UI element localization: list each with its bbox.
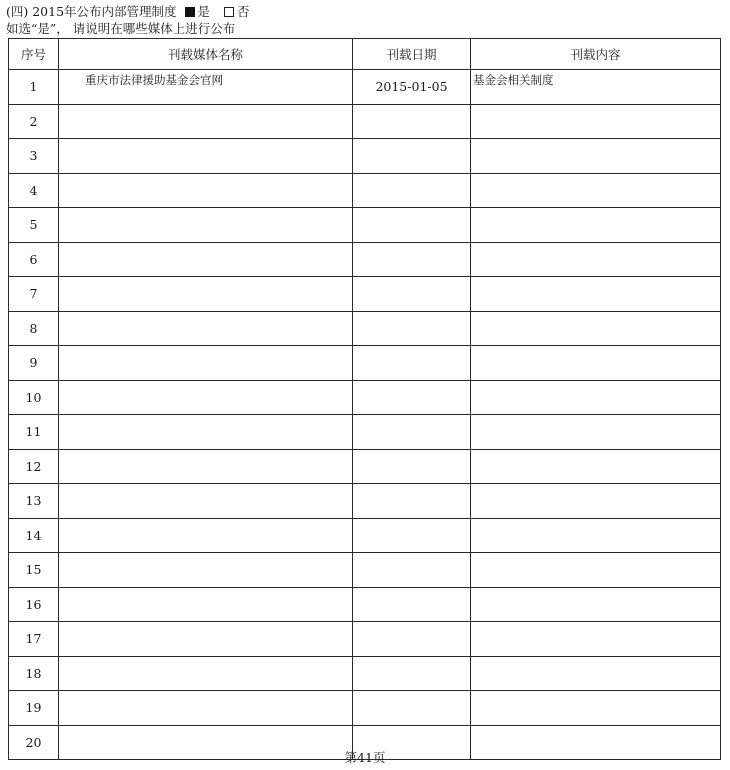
publish-date-cell — [353, 484, 471, 519]
row-number-cell: 13 — [9, 484, 59, 519]
media-name-cell — [59, 622, 353, 657]
publication-media-table — [8, 38, 721, 760]
row-number-cell: 8 — [9, 311, 59, 346]
media-name-cell — [59, 173, 353, 208]
table-row — [9, 242, 721, 277]
publish-content-cell — [471, 622, 721, 657]
row-number-cell: 16 — [9, 587, 59, 622]
media-name-cell — [59, 277, 353, 312]
column-header-media-name: 刊载媒体名称 — [59, 39, 353, 70]
media-name-cell — [59, 484, 353, 519]
row-number-cell: 20 — [9, 725, 59, 760]
row-number-cell: 17 — [9, 622, 59, 657]
publish-content-cell — [471, 380, 721, 415]
publish-content-cell — [471, 242, 721, 277]
row-number-cell: 9 — [9, 346, 59, 381]
row-number-cell: 2 — [9, 104, 59, 139]
publish-date-cell — [353, 622, 471, 657]
publish-date-cell — [353, 656, 471, 691]
media-name-cell — [59, 242, 353, 277]
table-row — [9, 208, 721, 243]
table-row — [9, 518, 721, 553]
publish-date-cell — [353, 311, 471, 346]
publish-content-cell — [471, 346, 721, 381]
row-number-cell: 5 — [9, 208, 59, 243]
table-row — [9, 346, 721, 381]
section-heading-text: (四) 2015年公布内部管理制度 — [6, 4, 177, 19]
publish-date-cell — [353, 449, 471, 484]
publish-date-cell — [353, 208, 471, 243]
row-number-cell: 7 — [9, 277, 59, 312]
table-row — [9, 553, 721, 588]
publish-date-cell — [353, 173, 471, 208]
media-name-cell — [59, 311, 353, 346]
publish-content-cell — [471, 518, 721, 553]
publish-date-cell — [353, 518, 471, 553]
row-number-cell: 1 — [9, 70, 59, 105]
table-row — [9, 622, 721, 657]
publish-date-cell — [353, 691, 471, 726]
row-number-cell: 4 — [9, 173, 59, 208]
media-name-cell — [59, 449, 353, 484]
table-row — [9, 449, 721, 484]
yes-checkbox-checked — [185, 7, 195, 17]
publish-content-cell — [471, 587, 721, 622]
publish-content-cell — [471, 449, 721, 484]
table-row — [9, 311, 721, 346]
media-name-cell — [59, 104, 353, 139]
publish-content-cell — [471, 691, 721, 726]
publish-date-cell — [353, 553, 471, 588]
row-number-cell: 10 — [9, 380, 59, 415]
media-name-cell — [59, 553, 353, 588]
table-row — [9, 139, 721, 174]
table-row — [9, 415, 721, 450]
media-name-cell — [59, 656, 353, 691]
column-header-date: 刊载日期 — [353, 39, 471, 70]
table-row — [9, 587, 721, 622]
row-number-cell: 12 — [9, 449, 59, 484]
media-name-cell — [59, 518, 353, 553]
column-header-index: 序号 — [9, 39, 59, 70]
publish-date-cell — [353, 277, 471, 312]
media-name-cell — [59, 587, 353, 622]
table-row — [9, 70, 721, 105]
no-label: 否 — [237, 4, 250, 19]
table-header-row — [9, 39, 721, 70]
media-name-cell — [59, 691, 353, 726]
page-number: 第41页 — [344, 750, 386, 765]
publish-content-cell — [471, 173, 721, 208]
media-name-cell: 重庆市法律援助基金会官网 — [59, 70, 353, 105]
publish-content-cell — [471, 104, 721, 139]
table-row — [9, 380, 721, 415]
publish-content-cell: 基金会相关制度 — [471, 70, 721, 105]
media-name-cell — [59, 139, 353, 174]
column-header-content: 刊载内容 — [471, 39, 721, 70]
publish-content-cell — [471, 553, 721, 588]
row-number-cell: 18 — [9, 656, 59, 691]
media-name-cell — [59, 208, 353, 243]
table-row — [9, 691, 721, 726]
no-checkbox-unchecked — [224, 7, 234, 17]
publish-date-cell — [353, 346, 471, 381]
table-row — [9, 104, 721, 139]
publish-content-cell — [471, 277, 721, 312]
table-row — [9, 484, 721, 519]
publish-date-cell: 2015-01-05 — [353, 70, 471, 105]
row-number-cell: 15 — [9, 553, 59, 588]
publish-content-cell — [471, 311, 721, 346]
media-name-cell — [59, 415, 353, 450]
row-number-cell: 11 — [9, 415, 59, 450]
section-heading — [6, 5, 250, 19]
publish-content-cell — [471, 208, 721, 243]
media-name-cell — [59, 380, 353, 415]
publish-date-cell — [353, 587, 471, 622]
media-name-cell — [59, 346, 353, 381]
publish-date-cell — [353, 380, 471, 415]
publish-date-cell — [353, 242, 471, 277]
publish-content-cell — [471, 656, 721, 691]
publish-date-cell — [353, 139, 471, 174]
table-row — [9, 656, 721, 691]
row-number-cell: 14 — [9, 518, 59, 553]
table-row — [9, 277, 721, 312]
publish-content-cell — [471, 415, 721, 450]
row-number-cell: 19 — [9, 691, 59, 726]
publish-date-cell — [353, 415, 471, 450]
table-row — [9, 173, 721, 208]
yes-label: 是 — [197, 4, 211, 19]
table-body — [9, 70, 721, 760]
row-number-cell: 3 — [9, 139, 59, 174]
instruction-text: 如选“是”， 请说明在哪些媒体上进行公布 — [6, 21, 236, 36]
row-number-cell: 6 — [9, 242, 59, 277]
publish-content-cell — [471, 484, 721, 519]
publish-date-cell — [353, 104, 471, 139]
publish-content-cell — [471, 139, 721, 174]
